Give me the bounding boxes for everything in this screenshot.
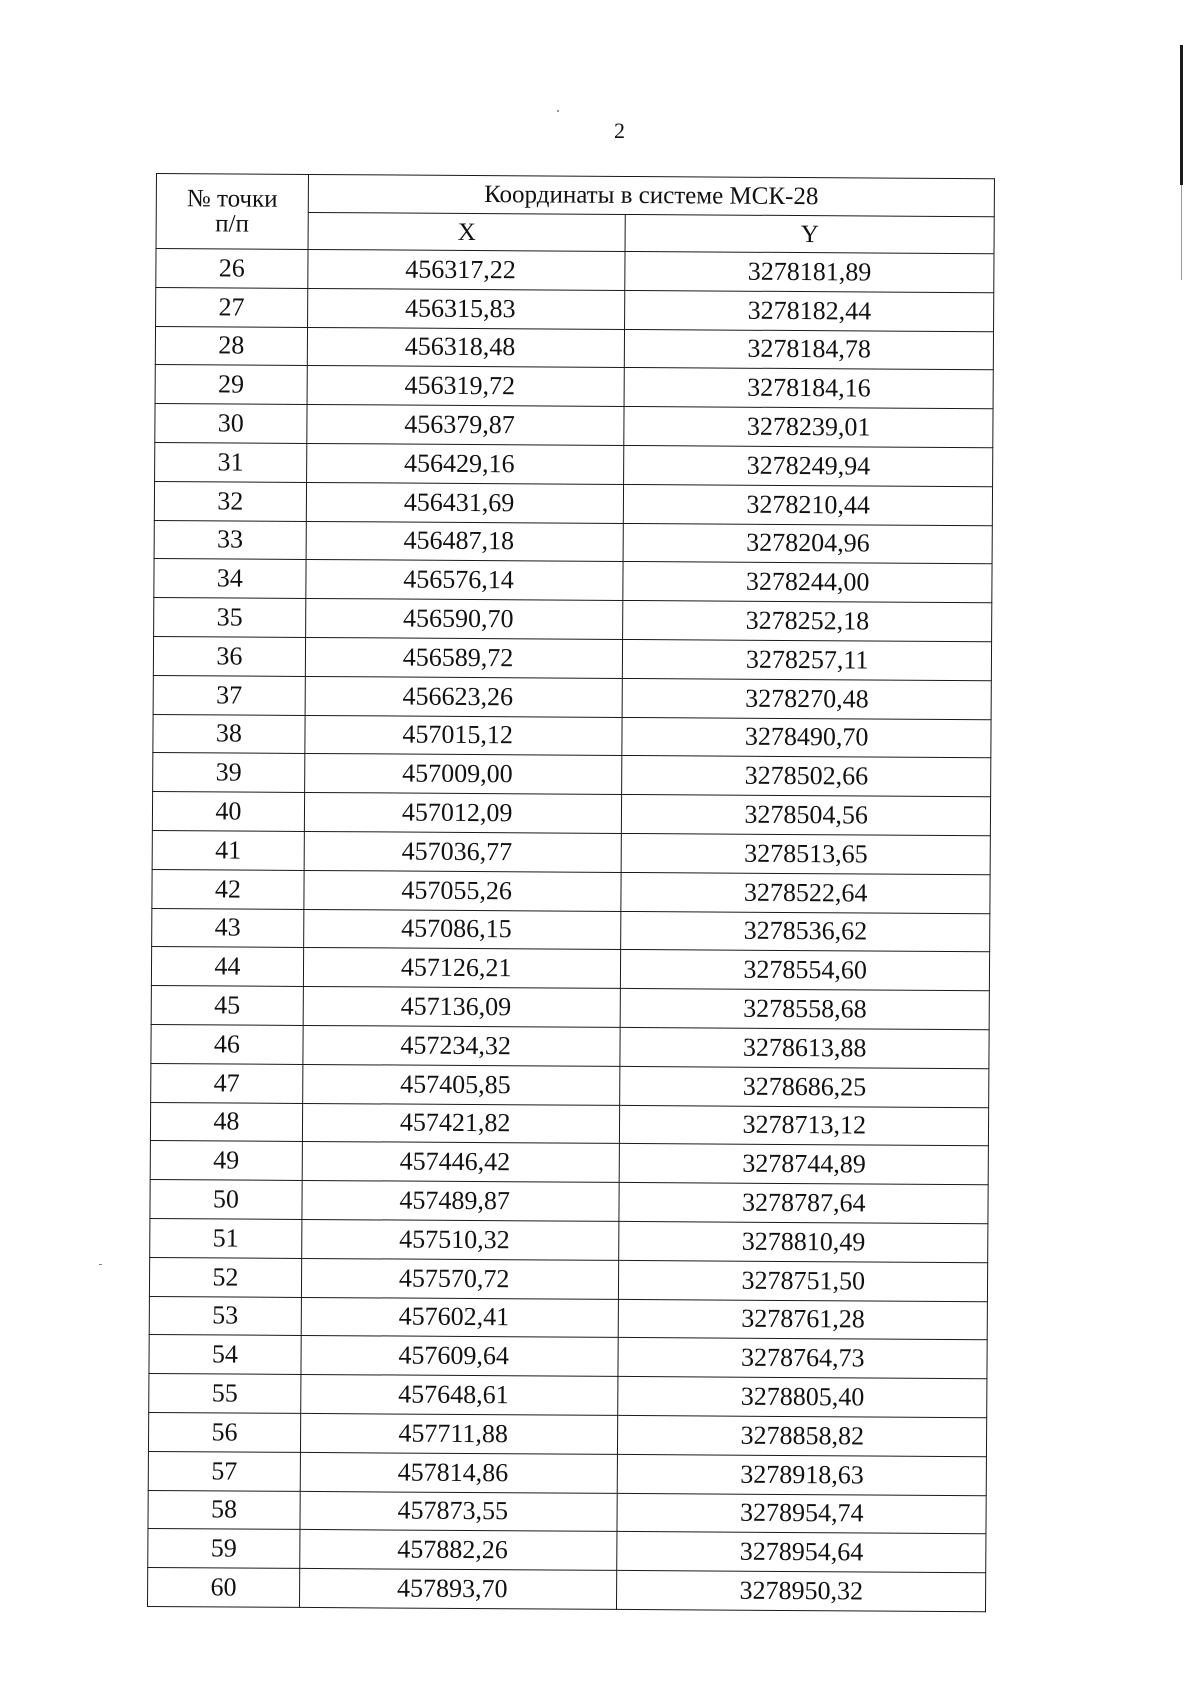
y-coordinate-cell: 3278504,56 bbox=[622, 795, 991, 836]
table-row bbox=[155, 365, 993, 409]
table-row bbox=[154, 559, 992, 603]
point-number-cell: 55 bbox=[149, 1374, 301, 1414]
x-coordinate-cell: 456431,69 bbox=[306, 482, 624, 523]
table-row bbox=[156, 249, 994, 293]
point-number-cell: 40 bbox=[152, 792, 304, 832]
x-coordinate-cell: 456590,70 bbox=[305, 599, 623, 640]
point-number-cell: 31 bbox=[155, 442, 307, 482]
point-number-header-line1: № точки bbox=[186, 185, 278, 213]
y-coordinate-cell: 3278257,11 bbox=[623, 639, 992, 680]
point-number-cell: 46 bbox=[151, 1024, 303, 1064]
y-coordinate-cell: 3278713,12 bbox=[620, 1105, 989, 1146]
x-coordinate-cell: 456487,18 bbox=[306, 521, 624, 562]
table-row bbox=[148, 1529, 986, 1573]
point-number-header-line2: п/п bbox=[215, 210, 250, 238]
x-coordinate-cell: 457648,61 bbox=[301, 1375, 619, 1416]
table-row bbox=[151, 947, 989, 991]
point-number-header bbox=[156, 174, 308, 250]
table-row bbox=[149, 1374, 987, 1418]
table-row bbox=[152, 869, 990, 913]
table-row bbox=[154, 520, 992, 564]
y-coordinate-cell: 3278787,64 bbox=[619, 1183, 988, 1224]
table-row bbox=[153, 714, 991, 758]
point-number-cell: 60 bbox=[147, 1568, 299, 1608]
table-row bbox=[154, 598, 992, 642]
point-number-cell: 37 bbox=[153, 675, 305, 715]
coordinates-table-header bbox=[156, 174, 994, 254]
y-coordinate-cell: 3278249,94 bbox=[624, 445, 993, 486]
x-coordinate-cell: 457234,32 bbox=[303, 1025, 621, 1066]
x-coordinate-cell: 457873,55 bbox=[300, 1491, 618, 1532]
point-number-cell: 59 bbox=[148, 1529, 300, 1569]
point-number-cell: 29 bbox=[155, 365, 307, 405]
x-coordinate-cell: 457446,42 bbox=[302, 1142, 620, 1183]
x-coordinate-cell: 457602,41 bbox=[301, 1297, 619, 1338]
x-coordinate-cell: 456576,14 bbox=[306, 560, 624, 601]
x-coordinate-cell: 457882,26 bbox=[300, 1530, 618, 1571]
table-row bbox=[156, 287, 994, 331]
point-number-cell: 28 bbox=[155, 326, 307, 366]
y-coordinate-cell: 3278954,64 bbox=[617, 1532, 986, 1573]
x-coordinate-cell: 456318,48 bbox=[307, 327, 625, 368]
table-row bbox=[151, 1063, 989, 1107]
y-coordinate-cell: 3278761,28 bbox=[619, 1299, 988, 1340]
x-coordinate-cell: 456379,87 bbox=[307, 405, 625, 446]
point-number-cell: 50 bbox=[150, 1180, 302, 1220]
table-row bbox=[153, 753, 991, 797]
y-coordinate-cell: 3278252,18 bbox=[623, 601, 992, 642]
table-row bbox=[150, 1141, 988, 1185]
table-row bbox=[150, 1218, 988, 1262]
point-number-cell: 39 bbox=[153, 753, 305, 793]
point-number-cell: 27 bbox=[156, 287, 308, 327]
coordinates-table-body bbox=[147, 249, 994, 1612]
table-row bbox=[151, 986, 989, 1030]
point-number-cell: 49 bbox=[150, 1141, 302, 1181]
x-coordinate-cell: 457893,70 bbox=[299, 1569, 617, 1610]
y-coordinate-cell: 3278536,62 bbox=[621, 911, 990, 952]
point-number-cell: 38 bbox=[153, 714, 305, 754]
table-row bbox=[153, 675, 991, 719]
point-number-cell: 47 bbox=[151, 1063, 303, 1103]
page-number: 2 bbox=[614, 118, 625, 143]
y-coordinate-cell: 3278764,73 bbox=[618, 1338, 987, 1379]
scan-edge-mark-faint bbox=[1181, 185, 1182, 280]
point-number-cell: 32 bbox=[154, 481, 306, 521]
point-number-cell: 34 bbox=[154, 559, 306, 599]
table-row bbox=[149, 1335, 987, 1379]
x-coordinate-cell: 457126,21 bbox=[303, 948, 621, 989]
table-row bbox=[149, 1296, 987, 1340]
scan-edge-mark bbox=[1180, 45, 1183, 185]
y-coordinate-cell: 3278858,82 bbox=[618, 1415, 987, 1456]
y-coordinate-cell: 3278513,65 bbox=[622, 833, 991, 874]
y-coordinate-cell: 3278184,16 bbox=[624, 368, 993, 409]
point-number-cell: 35 bbox=[154, 598, 306, 638]
x-coordinate-cell: 457055,26 bbox=[304, 870, 622, 911]
point-number-cell: 48 bbox=[150, 1102, 302, 1142]
x-coordinate-cell: 457814,86 bbox=[300, 1452, 618, 1493]
table-row bbox=[150, 1180, 988, 1224]
table-row bbox=[155, 404, 993, 448]
x-coordinate-cell: 457136,09 bbox=[303, 987, 621, 1028]
table-row bbox=[148, 1490, 986, 1534]
table-row bbox=[148, 1412, 986, 1456]
x-coordinate-cell: 457489,87 bbox=[302, 1181, 620, 1222]
y-coordinate-cell: 3278751,50 bbox=[619, 1260, 988, 1301]
x-coordinate-cell: 456315,83 bbox=[307, 288, 625, 329]
x-coordinate-cell: 457609,64 bbox=[301, 1336, 619, 1377]
y-coordinate-cell: 3278613,88 bbox=[620, 1027, 989, 1068]
y-coordinate-cell: 3278950,32 bbox=[617, 1571, 986, 1612]
table-row bbox=[154, 481, 992, 525]
x-coordinate-cell: 457012,09 bbox=[304, 793, 622, 834]
point-number-cell: 52 bbox=[149, 1257, 301, 1297]
coordinates-system-header: Координаты в системе МСК-28 bbox=[308, 174, 994, 216]
point-number-cell: 45 bbox=[151, 986, 303, 1026]
point-number-cell: 57 bbox=[148, 1451, 300, 1491]
y-coordinate-cell: 3278554,60 bbox=[621, 950, 990, 991]
x-coordinate-cell: 457405,85 bbox=[302, 1064, 620, 1105]
y-coordinate-cell: 3278805,40 bbox=[618, 1377, 987, 1418]
table-row bbox=[149, 1257, 987, 1301]
x-coordinate-cell: 457086,15 bbox=[303, 909, 621, 950]
y-coordinate-cell: 3278490,70 bbox=[622, 717, 991, 758]
x-coordinate-cell: 456317,22 bbox=[308, 249, 626, 290]
y-coordinate-cell: 3278810,49 bbox=[619, 1221, 988, 1262]
point-number-cell: 41 bbox=[152, 830, 304, 870]
table-row bbox=[155, 442, 993, 486]
point-number-cell: 43 bbox=[152, 908, 304, 948]
y-coordinate-cell: 3278182,44 bbox=[625, 290, 994, 331]
table-row bbox=[147, 1568, 985, 1612]
point-number-cell: 58 bbox=[148, 1490, 300, 1530]
scan-speck bbox=[557, 110, 559, 112]
x-coordinate-cell: 457570,72 bbox=[301, 1258, 619, 1299]
point-number-cell: 54 bbox=[149, 1335, 301, 1375]
x-coordinate-cell: 456429,16 bbox=[306, 443, 624, 484]
table-row bbox=[152, 830, 990, 874]
x-coordinate-cell: 456623,26 bbox=[305, 676, 623, 717]
y-coordinate-cell: 3278210,44 bbox=[624, 484, 993, 525]
point-number-cell: 26 bbox=[156, 249, 308, 289]
table-row bbox=[155, 326, 993, 370]
x-coordinate-cell: 457036,77 bbox=[304, 831, 622, 872]
coordinates-table bbox=[147, 173, 995, 1612]
y-coordinate-cell: 3278184,78 bbox=[625, 329, 994, 370]
y-coordinate-cell: 3278522,64 bbox=[621, 872, 990, 913]
x-coordinate-cell: 457510,32 bbox=[302, 1219, 620, 1260]
y-coordinate-cell: 3278918,63 bbox=[618, 1454, 987, 1495]
point-number-cell: 42 bbox=[152, 869, 304, 909]
y-coordinate-cell: 3278181,89 bbox=[625, 251, 994, 292]
y-column-header: Y bbox=[625, 214, 994, 253]
point-number-cell: 30 bbox=[155, 404, 307, 444]
y-coordinate-cell: 3278270,48 bbox=[623, 678, 992, 719]
point-number-cell: 36 bbox=[153, 636, 305, 676]
table-row bbox=[150, 1102, 988, 1146]
x-coordinate-cell: 456589,72 bbox=[305, 637, 623, 678]
y-coordinate-cell: 3278502,66 bbox=[622, 756, 991, 797]
x-coordinate-cell: 457015,12 bbox=[305, 715, 623, 756]
y-coordinate-cell: 3278686,25 bbox=[620, 1066, 989, 1107]
table-row bbox=[153, 636, 991, 680]
y-coordinate-cell: 3278239,01 bbox=[624, 407, 993, 448]
y-coordinate-cell: 3278244,00 bbox=[623, 562, 992, 603]
point-number-cell: 56 bbox=[148, 1412, 300, 1452]
point-number-cell: 33 bbox=[154, 520, 306, 560]
x-coordinate-cell: 457711,88 bbox=[300, 1413, 618, 1454]
table-row bbox=[152, 908, 990, 952]
x-coordinate-cell: 457421,82 bbox=[302, 1103, 620, 1144]
table-row bbox=[152, 792, 990, 836]
y-coordinate-cell: 3278744,89 bbox=[620, 1144, 989, 1185]
table-row bbox=[151, 1024, 989, 1068]
y-coordinate-cell: 3278954,74 bbox=[617, 1493, 986, 1534]
y-coordinate-cell: 3278204,96 bbox=[624, 523, 993, 564]
x-column-header: X bbox=[308, 212, 626, 251]
x-coordinate-cell: 456319,72 bbox=[307, 366, 625, 407]
y-coordinate-cell: 3278558,68 bbox=[621, 989, 990, 1030]
scan-speck bbox=[99, 1264, 102, 1265]
point-number-cell: 51 bbox=[150, 1218, 302, 1258]
point-number-cell: 44 bbox=[151, 947, 303, 987]
x-coordinate-cell: 457009,00 bbox=[304, 754, 622, 795]
point-number-cell: 53 bbox=[149, 1296, 301, 1336]
table-row bbox=[148, 1451, 986, 1495]
